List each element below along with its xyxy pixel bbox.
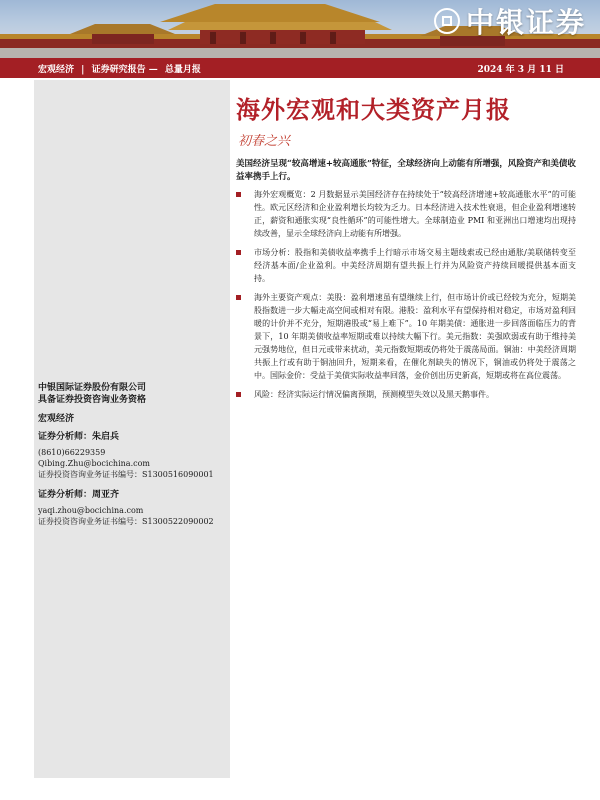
breadcrumb-item: 证券研究报告 —	[91, 64, 158, 75]
analyst-license: 证券投资咨询业务证书编号：S1300516090001	[38, 470, 214, 479]
bullet-square-icon	[236, 392, 241, 397]
report-title: 海外宏观和大类资产月报	[236, 96, 511, 124]
report-date: 2024 年 3 月 11 日	[477, 64, 564, 75]
analyst-license: 证券投资咨询业务证书编号：S1300522090002	[38, 517, 214, 526]
list-item-text: 海外主要资产观点：美股：盈利增速虽有望继续上行，但市场计价或已经较为充分，短期美股指数进一步大幅走高空间或相对有限。港股：盈利水平有望保持相对稳定，市场对盈利回暖的计价并不充分，短期港股或“易上难下”。10 年期美债：通胀进一步回落面临压力的背景下，10 年期美债收益率短期或难以持续大幅下行。美元指数：美强欧弱或有助于维持美元强势地位，但日元或带来扰动，美元指数短期或仍将处于震荡局面。铜油：中美经济周期共振上行或有助于铜油回升，短期来看，在催化剂缺失的情况下，铜油或仍将处于震荡之中。国际金价：受益于美债实际收益率回落，金价创出历史新高，短期或将在高位震荡。	[254, 293, 576, 380]
bullet-square-icon	[236, 192, 241, 197]
report-header-bar	[0, 58, 600, 78]
list-item	[236, 188, 576, 240]
analyst-email[interactable]: yaqi.zhou@bocichina.com	[38, 506, 144, 515]
header-banner	[0, 0, 600, 58]
company-qualification: 具备证券投资咨询业务资格	[38, 395, 147, 405]
report-summary: 美国经济呈现“较高增速+较高通胀”特征，全球经济向上动能有所增强，风险资产和美债收益率携手上行。	[236, 159, 576, 182]
analyst-name: 证券分析师：朱启兵	[38, 432, 120, 442]
breadcrumb	[38, 62, 205, 75]
list-item-text: 海外宏观概览：2 月数据显示美国经济存在持续处于“较高经济增速+较高通胀水平”的可能性。欧元区经济和企业盈利增长均较为乏力。日本经济进入技术性衰退，但企业盈利增速转正，薪资和通胀实现“良性循环”的可能性增大。全球制造业 PMI 和亚洲出口增速均出现持续改善，显示全球经济向上动能有所增强。	[254, 190, 576, 238]
analyst-name: 证券分析师：周亚齐	[38, 490, 120, 500]
company-name: 中银国际证券股份有限公司	[38, 383, 147, 393]
bullet-square-icon	[236, 250, 241, 255]
analyst-phone: (8610)66229359	[38, 448, 106, 457]
breadcrumb-item: 总量月报	[164, 64, 201, 75]
list-item-text: 市场分析：股指和美债收益率携手上行暗示市场交易主题线索或已经由通胀/美联储转变至经济基本面/企业盈利。中美经济周期有望共振上行并为风险资产持续回暖提供基本面支持。	[254, 248, 576, 283]
breadcrumb-item: 宏观经济	[38, 64, 75, 75]
bullet-square-icon	[236, 295, 241, 300]
report-subtitle: 初春之兴	[238, 134, 291, 149]
sidebar	[34, 80, 230, 778]
company-info	[38, 382, 228, 406]
analyst-card	[38, 432, 228, 480]
logo-text: 中银证券	[465, 6, 586, 39]
section-label: 宏观经济	[38, 414, 75, 424]
company-logo	[434, 4, 586, 38]
breadcrumb-separator: |	[81, 64, 85, 75]
key-points-list	[236, 188, 576, 407]
logo-mark-icon	[434, 8, 460, 34]
list-item-text: 风险：经济实际运行情况偏离预期，预测模型失效以及黑天鹅事件。	[254, 390, 494, 399]
list-item	[236, 291, 576, 382]
analyst-email[interactable]: Qibing.Zhu@bocichina.com	[38, 459, 150, 468]
list-item	[236, 388, 576, 401]
list-item	[236, 246, 576, 285]
analyst-card	[38, 490, 228, 527]
